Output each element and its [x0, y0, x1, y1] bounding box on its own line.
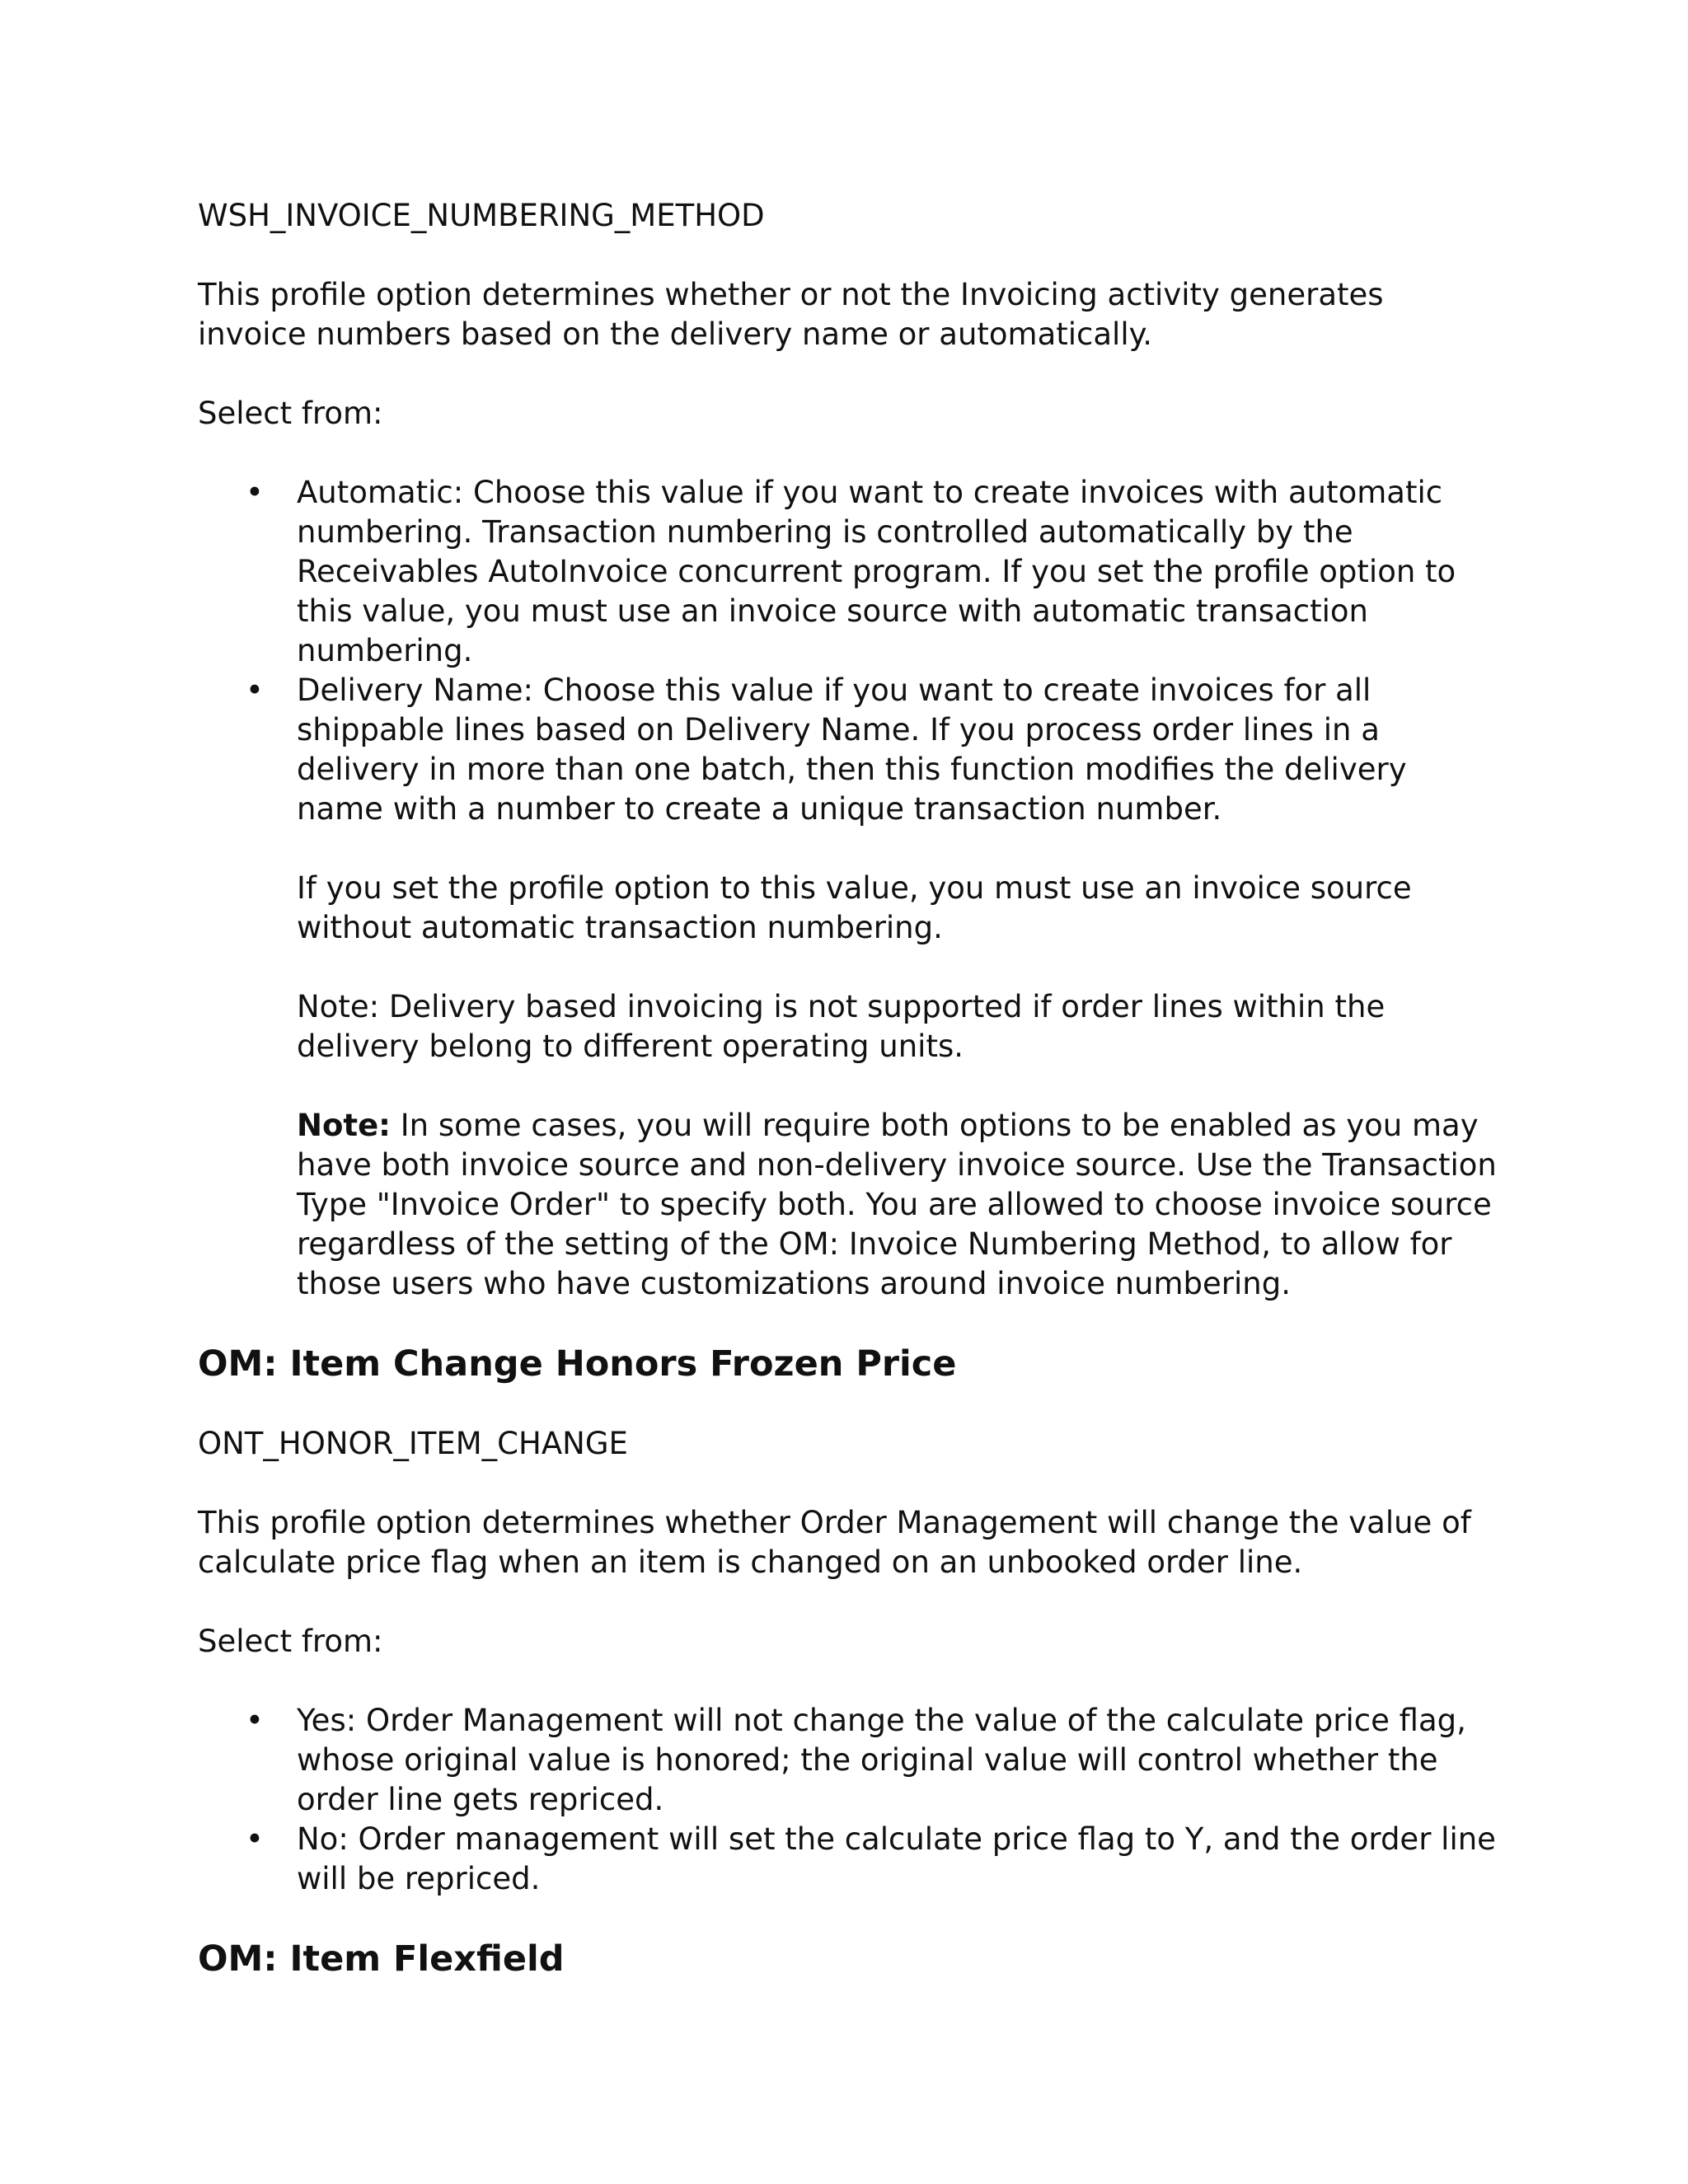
select-from-label: Select from:: [198, 1624, 383, 1659]
profile-option-description-invoice-numbering: This profile option determines whether or not the Invoicing activity generates invoice numbers based on the delivery name or automatically.: [198, 277, 1384, 352]
profile-option-code-honor-item-change: ONT_HONOR_ITEM_CHANGE: [198, 1426, 628, 1461]
profile-option-description-honor-item-change: This profile option determines whether Order Management will change the value of calculate price flag when an item is changed on an unbooked order line.: [198, 1505, 1471, 1580]
option-delivery-name-text: Delivery Name: Choose this value if you want to create invoices for all shippable lines based on Delivery Name. If you process order lines in a delivery in more than one batch, then this function modifies the delivery name with a number to create a unique transaction number.: [297, 673, 1407, 827]
note-text: In some cases, you will require both options to be enabled as you may have both invoice source and non-delivery invoice source. Use the Transaction Type "Invoice Order" to specify both. You are allowed to choose invoice source regardless of the setting of the OM: Invoice Numbering Method, to allow for those users who have customizations around invoice numbering.: [297, 1108, 1497, 1301]
profile-option-code-invoice-numbering: WSH_INVOICE_NUMBERING_METHOD: [198, 198, 765, 233]
option-automatic-text: Automatic: Choose this value if you want to create invoices with automatic numbering. Transaction numbering is controlled automatically by the Receivables AutoInvoice concurrent program. If you set the profile option to this value, you must use an invoice source with automatic transaction numbering.: [297, 475, 1456, 668]
option-yes-text: Yes: Order Management will not change the value of the calculate price flag, whose original value is honored; the original value will control whether the order line gets repriced.: [297, 1703, 1466, 1817]
list-item: [198, 671, 1500, 1304]
note-label: Note:: [297, 1108, 391, 1143]
section-heading-item-flexfield: OM: Item Flexfield: [198, 1938, 565, 1980]
section-heading-item-change-honors-frozen-price: OM: Item Change Honors Frozen Price: [198, 1343, 957, 1385]
document-content: [198, 196, 1500, 2019]
list-item: [198, 1820, 1500, 1899]
option-delivery-name-para3: Note: Delivery based invoicing is not supported if order lines within the delivery belong to different operating units.: [297, 989, 1386, 1064]
list-item: [198, 473, 1500, 671]
option-delivery-name-note: [297, 1106, 1500, 1304]
option-delivery-name-para2: If you set the profile option to this value, you must use an invoice source without automatic transaction numbering.: [297, 870, 1412, 945]
bullet-icon: •: [246, 1703, 264, 1738]
select-from-label: Select from:: [198, 396, 383, 431]
option-list-honor-item-change: [198, 1701, 1500, 1899]
bullet-icon: •: [246, 673, 264, 708]
bullet-icon: •: [246, 475, 264, 510]
option-no-text: No: Order management will set the calculate price flag to Y, and the order line will be repriced.: [297, 1821, 1496, 1896]
bullet-icon: •: [246, 1821, 264, 1857]
option-list-invoice-numbering: [198, 473, 1500, 1304]
list-item: [198, 1701, 1500, 1820]
